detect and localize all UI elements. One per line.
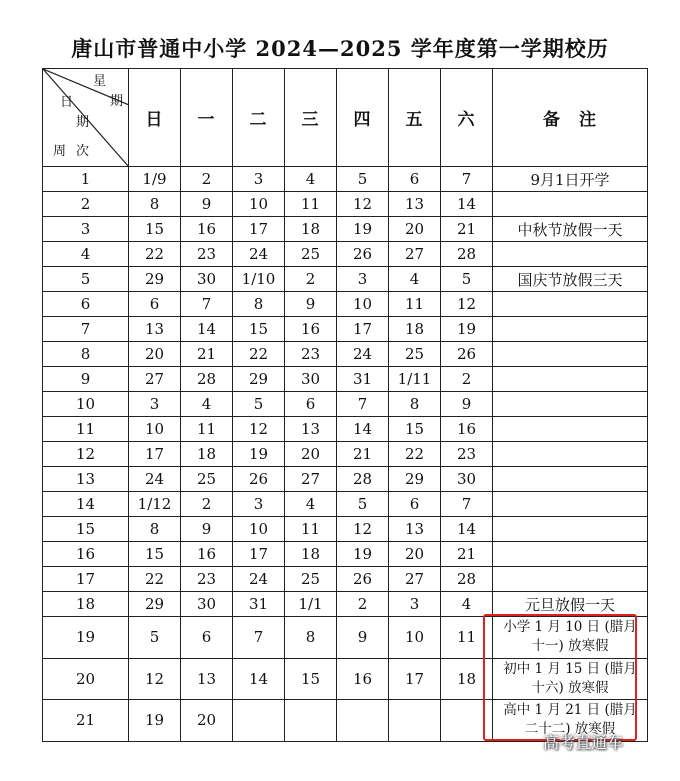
day-cell: 22 [233,342,285,367]
header-tue: 二 [233,69,285,167]
note-cell [493,442,648,467]
week-number: 20 [43,658,129,700]
day-cell: 11 [389,292,441,317]
day-cell: 1/10 [233,267,285,292]
day-cell: 25 [389,342,441,367]
note-cell: 元旦放假一天 [493,592,648,617]
day-cell: 6 [389,492,441,517]
day-cell: 27 [285,467,337,492]
header-sat: 六 [441,69,493,167]
day-cell: 30 [441,467,493,492]
day-cell: 9 [337,617,389,659]
day-cell: 13 [181,658,233,700]
day-cell: 3 [129,392,181,417]
note-cell [493,367,648,392]
day-cell [233,700,285,742]
day-cell: 20 [389,217,441,242]
week-number: 3 [43,217,129,242]
day-cell: 5 [337,492,389,517]
day-cell: 7 [337,392,389,417]
day-cell: 11 [181,417,233,442]
watermark: 高考直通车 [543,733,624,752]
week-number: 13 [43,467,129,492]
corner-label-xing: 星 [93,74,107,89]
winter-break-highlight-box [483,614,637,741]
day-cell: 25 [285,567,337,592]
day-cell: 28 [181,367,233,392]
day-cell: 24 [337,342,389,367]
day-cell: 30 [285,367,337,392]
day-cell: 21 [337,442,389,467]
day-cell: 19 [337,217,389,242]
day-cell: 27 [129,367,181,392]
day-cell: 11 [441,617,493,659]
week-row [43,542,648,567]
day-cell: 2 [337,592,389,617]
note-cell: 9月1日开学 [493,167,648,192]
week-row [43,467,648,492]
day-cell: 11 [285,192,337,217]
week-row [43,267,648,292]
week-number: 10 [43,392,129,417]
day-cell: 27 [389,567,441,592]
day-cell: 14 [337,417,389,442]
corner-label-zhou: 周 [53,144,67,159]
day-cell: 18 [285,217,337,242]
header-fri: 五 [389,69,441,167]
week-row [43,217,648,242]
day-cell: 15 [285,658,337,700]
note-cell [493,317,648,342]
day-cell: 26 [233,467,285,492]
header-mon: 一 [181,69,233,167]
day-cell: 5 [441,267,493,292]
day-cell: 21 [181,342,233,367]
note-line: 初中 1 月 15 日 (腊月 [503,660,637,677]
day-cell: 26 [337,567,389,592]
day-cell: 16 [441,417,493,442]
day-cell: 16 [337,658,389,700]
week-number: 2 [43,192,129,217]
week-number: 4 [43,242,129,267]
header-thu: 四 [337,69,389,167]
day-cell: 15 [233,317,285,342]
day-cell: 13 [389,517,441,542]
day-cell: 28 [337,467,389,492]
day-cell: 9 [181,517,233,542]
day-cell: 15 [129,217,181,242]
note-cell [493,492,648,517]
day-cell: 30 [181,267,233,292]
week-row [43,167,648,192]
day-cell [389,700,441,742]
day-cell: 7 [441,492,493,517]
day-cell: 18 [181,442,233,467]
day-cell: 5 [337,167,389,192]
week-number: 11 [43,417,129,442]
note-line: 二十二) 放寒假 [524,721,616,738]
day-cell: 22 [389,442,441,467]
week-number: 7 [43,317,129,342]
day-cell: 12 [337,192,389,217]
note-line: 十六) 放寒假 [531,679,609,696]
week-number: 16 [43,542,129,567]
corner-label-qi-mid: 期 [76,115,90,130]
note-cell [493,417,648,442]
week-number: 5 [43,267,129,292]
day-cell: 1/12 [129,492,181,517]
day-cell: 7 [181,292,233,317]
header-wed: 三 [285,69,337,167]
week-number: 15 [43,517,129,542]
week-number: 9 [43,367,129,392]
day-cell: 12 [129,658,181,700]
day-cell: 7 [441,167,493,192]
note-cell [493,542,648,567]
day-cell: 26 [441,342,493,367]
note-cell [493,342,648,367]
header-notes: 备 注 [493,69,648,167]
day-cell: 10 [233,192,285,217]
day-cell: 15 [389,417,441,442]
day-cell: 8 [285,617,337,659]
day-cell: 17 [337,317,389,342]
week-row [43,567,648,592]
day-cell: 2 [441,367,493,392]
note-line: 小学 1 月 10 日 (腊月 [503,619,637,636]
week-number: 18 [43,592,129,617]
note-cell [493,517,648,542]
day-cell: 18 [389,317,441,342]
corner-label-ci: 次 [76,144,90,159]
corner-label-qi-top: 期 [110,94,124,109]
day-cell: 10 [129,417,181,442]
day-cell: 18 [285,542,337,567]
note-cell [493,467,648,492]
day-cell: 21 [441,217,493,242]
day-cell: 16 [181,542,233,567]
day-cell: 3 [389,592,441,617]
day-cell: 27 [389,242,441,267]
day-cell: 17 [233,542,285,567]
week-row [43,592,648,617]
day-cell: 19 [337,542,389,567]
week-row [43,242,648,267]
day-cell: 23 [441,442,493,467]
corner-label-ri: 日 [60,95,74,110]
day-cell: 23 [181,567,233,592]
day-cell [285,700,337,742]
day-cell: 28 [441,242,493,267]
day-cell: 4 [441,592,493,617]
day-cell: 24 [233,567,285,592]
header-sun: 日 [129,69,181,167]
day-cell: 11 [285,517,337,542]
day-cell [337,700,389,742]
page-title: 唐山市普通中小学 2024—2025 学年度第一学期校历 [71,36,609,61]
day-cell: 14 [181,317,233,342]
week-number: 14 [43,492,129,517]
day-cell: 17 [233,217,285,242]
day-cell: 17 [389,658,441,700]
note-line: 高中 1 月 21 日 (腊月 [503,702,637,719]
day-cell: 22 [129,242,181,267]
header-row [43,69,648,167]
day-cell: 8 [389,392,441,417]
day-cell: 13 [285,417,337,442]
day-cell: 10 [389,617,441,659]
note-cell [493,292,648,317]
day-cell: 8 [129,192,181,217]
day-cell: 23 [285,342,337,367]
day-cell: 15 [129,542,181,567]
note-cell [493,192,648,217]
week-number: 8 [43,342,129,367]
day-cell: 24 [233,242,285,267]
day-cell: 17 [129,442,181,467]
day-cell: 14 [441,517,493,542]
day-cell: 30 [181,592,233,617]
day-cell: 6 [389,167,441,192]
day-cell: 9 [181,192,233,217]
week-row [43,517,648,542]
day-cell: 8 [233,292,285,317]
day-cell: 2 [181,167,233,192]
day-cell: 31 [233,592,285,617]
day-cell: 4 [181,392,233,417]
day-cell: 24 [129,467,181,492]
week-row [43,292,648,317]
day-cell: 13 [389,192,441,217]
day-cell: 7 [233,617,285,659]
day-cell: 12 [233,417,285,442]
day-cell: 20 [389,542,441,567]
day-cell: 20 [129,342,181,367]
day-cell: 29 [129,267,181,292]
day-cell: 3 [337,267,389,292]
day-cell: 16 [181,217,233,242]
day-cell: 19 [441,317,493,342]
week-row [43,192,648,217]
note-line: 十一) 放寒假 [531,638,609,655]
note-cell [493,242,648,267]
day-cell: 1/11 [389,367,441,392]
day-cell: 8 [129,517,181,542]
day-cell: 22 [129,567,181,592]
day-cell: 3 [233,167,285,192]
week-number: 6 [43,292,129,317]
day-cell: 20 [285,442,337,467]
week-number: 21 [43,700,129,742]
day-cell: 3 [233,492,285,517]
day-cell: 6 [181,617,233,659]
day-cell: 26 [337,242,389,267]
week-row [43,367,648,392]
week-number: 1 [43,167,129,192]
day-cell: 5 [233,392,285,417]
day-cell: 14 [233,658,285,700]
day-cell: 31 [337,367,389,392]
day-cell: 14 [441,192,493,217]
day-cell: 28 [441,567,493,592]
note-cell: 国庆节放假三天 [493,267,648,292]
day-cell: 29 [129,592,181,617]
day-cell: 9 [285,292,337,317]
day-cell: 1/1 [285,592,337,617]
day-cell: 6 [285,392,337,417]
day-cell: 4 [285,167,337,192]
day-cell: 2 [181,492,233,517]
day-cell: 4 [285,492,337,517]
day-cell: 20 [181,700,233,742]
week-row [43,392,648,417]
day-cell: 21 [441,542,493,567]
week-row [43,317,648,342]
day-cell: 1/9 [129,167,181,192]
week-row [43,417,648,442]
day-cell: 18 [441,658,493,700]
note-cell [493,392,648,417]
week-row [43,342,648,367]
day-cell: 25 [285,242,337,267]
week-row [43,442,648,467]
day-cell: 5 [129,617,181,659]
day-cell: 19 [233,442,285,467]
day-cell: 13 [129,317,181,342]
day-cell: 2 [285,267,337,292]
day-cell: 12 [337,517,389,542]
day-cell: 12 [441,292,493,317]
day-cell: 29 [389,467,441,492]
note-cell: 中秋节放假一天 [493,217,648,242]
day-cell: 16 [285,317,337,342]
day-cell: 6 [129,292,181,317]
week-number: 12 [43,442,129,467]
week-number: 17 [43,567,129,592]
week-number: 19 [43,617,129,659]
week-row [43,492,648,517]
day-cell: 19 [129,700,181,742]
corner-header-cell [43,69,129,167]
day-cell: 10 [233,517,285,542]
day-cell: 29 [233,367,285,392]
day-cell: 23 [181,242,233,267]
day-cell: 9 [441,392,493,417]
day-cell: 4 [389,267,441,292]
note-cell [493,567,648,592]
day-cell: 10 [337,292,389,317]
day-cell: 25 [181,467,233,492]
